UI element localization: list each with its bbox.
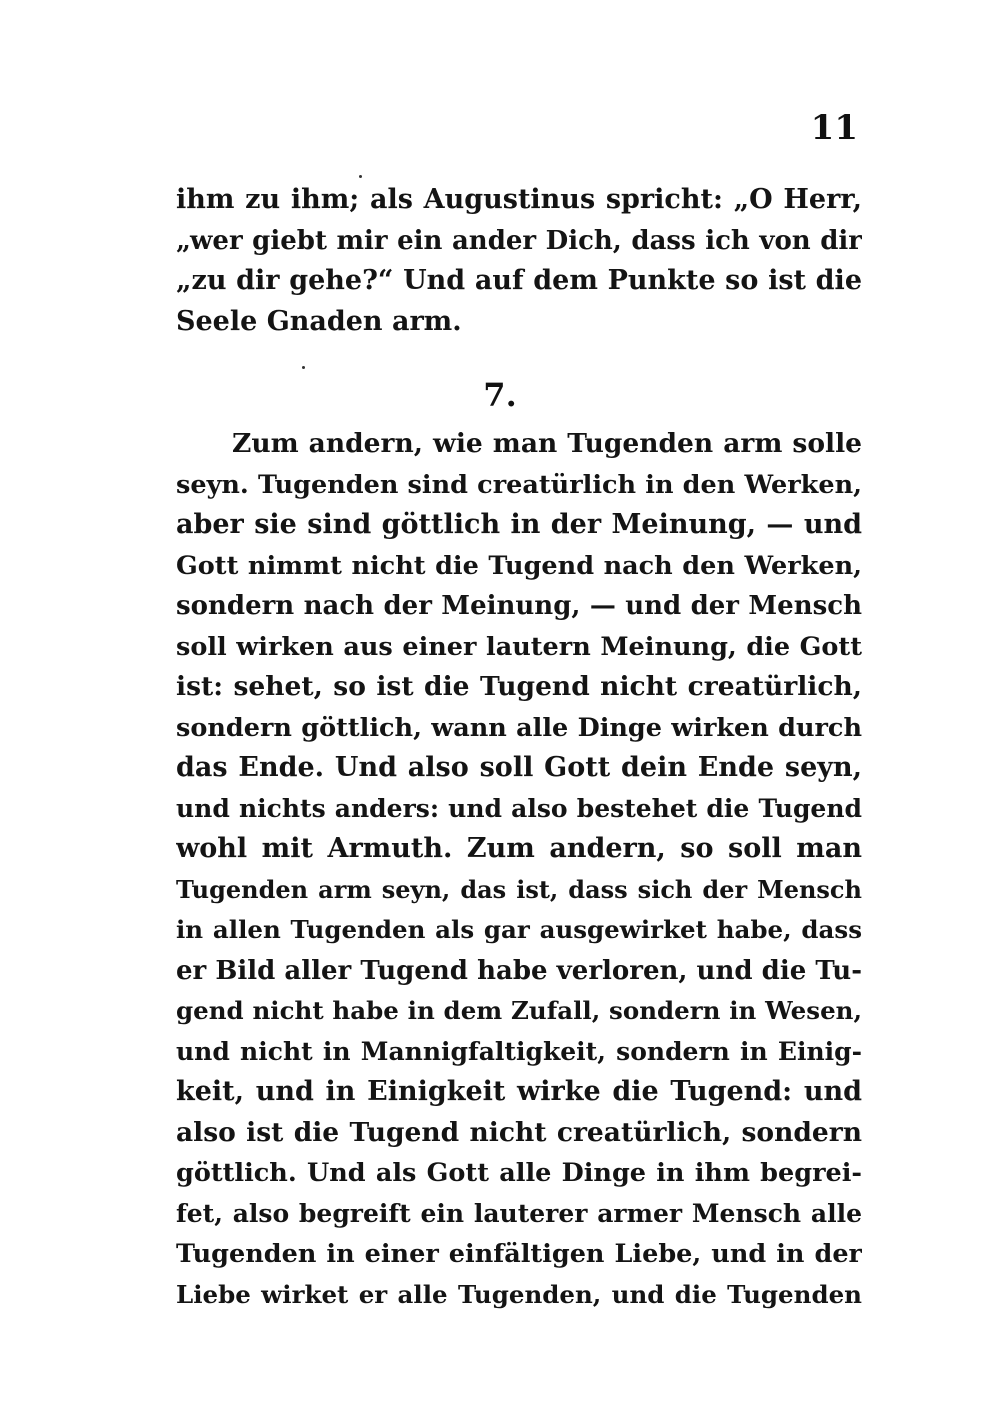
text-line: Tugenden in einer einfältigen Liebe, und in der: [176, 1239, 862, 1269]
continued-paragraph: [176, 180, 862, 342]
text-line: Tugenden arm seyn, das ist, dass sich der Mensch: [176, 874, 862, 904]
text-line: wohl mit Armuth. Zum andern, so soll man: [176, 833, 862, 864]
text-line: Seele Gnaden arm.: [176, 305, 462, 337]
text-line: sondern nach der Meinung, — und der Mensch: [176, 591, 862, 621]
text-line: das Ende. Und also soll Gott dein Ende seyn,: [176, 752, 862, 783]
text-line: „zu dir gehe?“ Und auf dem Punkte so ist die: [176, 265, 862, 296]
text-line: Gott nimmt nicht die Tugend nach den Werken,: [176, 550, 862, 581]
text-line: und nicht in Mannigfaltigkeit, sondern in Einig-: [176, 1036, 862, 1066]
text-line: gend nicht habe in dem Zufall, sondern in Wesen,: [176, 996, 862, 1025]
text-line: fet, also begreift ein lauterer armer Mensch alle: [176, 1198, 862, 1228]
text-line: aber sie sind göttlich in der Meinung, — und: [176, 509, 862, 540]
text-line: also ist die Tugend nicht creatürlich, sondern: [176, 1116, 862, 1148]
text-line: göttlich. Und als Gott alle Dinge in ihm begrei-: [176, 1158, 862, 1188]
text-line: ist: sehet, so ist die Tugend nicht creatürlich,: [176, 671, 862, 702]
section-paragraph: [176, 424, 862, 1315]
text-line: sondern göttlich, wann alle Dinge wirken durch: [176, 712, 862, 743]
print-speck: [302, 366, 305, 369]
text-line: soll wirken aus einer lautern Meinung, die Gott: [176, 631, 862, 662]
page-number: 11: [810, 108, 858, 148]
text-line: seyn. Tugenden sind creatürlich in den Werken,: [176, 469, 862, 500]
text-line: Liebe wirket er alle Tugenden, und die Tugenden: [176, 1279, 862, 1309]
text-line: keit, und in Einigkeit wirke die Tugend: und: [176, 1076, 862, 1107]
text-line: Zum andern, wie man Tugenden arm solle: [232, 428, 862, 459]
text-line: „wer giebt mir ein ander Dich, dass ich von dir: [176, 225, 862, 256]
text-line: in allen Tugenden als gar ausgewirket habe, dass: [176, 915, 862, 944]
text-line: und nichts anders: und also bestehet die Tugend: [176, 793, 862, 823]
print-speck: [359, 175, 362, 178]
text-line: ihm zu ihm; als Augustinus spricht: „O Herr,: [176, 184, 862, 215]
text-line: er Bild aller Tugend habe verloren, und die Tu-: [176, 955, 862, 986]
section-number: 7.: [483, 376, 517, 414]
